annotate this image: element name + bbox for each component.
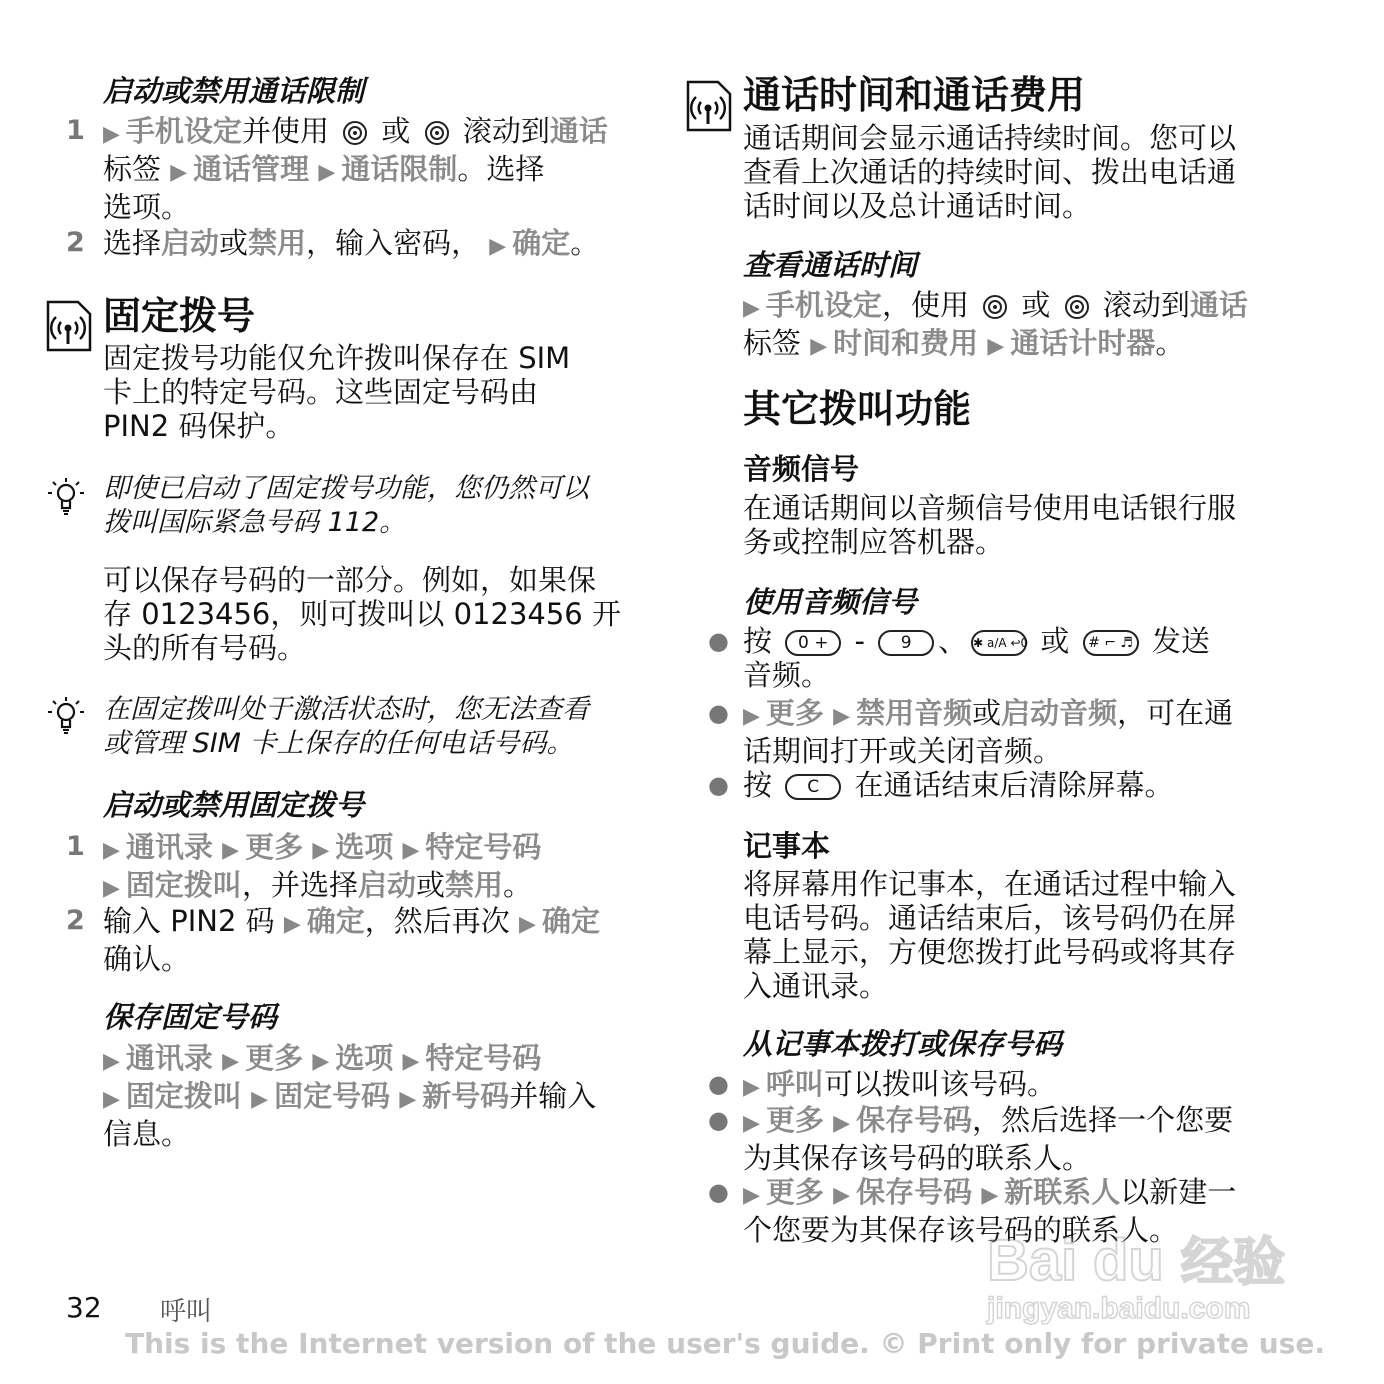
- arrow-icon: ▶: [810, 334, 828, 359]
- menu-more: 更多: [765, 696, 824, 730]
- text: 。: [570, 226, 600, 260]
- bullet: ●: [708, 699, 729, 727]
- bullet: ●: [708, 771, 729, 799]
- text-line: 查看上次通话的持续时间、拨出电话通: [743, 155, 1237, 189]
- text: 或: [219, 226, 249, 260]
- step-2-call-restriction: [103, 226, 599, 264]
- tone-bullet-2: [743, 696, 1233, 768]
- fixed-dialing-description: [103, 341, 570, 443]
- text: 标签: [743, 326, 802, 360]
- menu-call-timer: 通话计时器: [1010, 326, 1156, 360]
- menu-special-numbers: 特定号码: [425, 1041, 542, 1075]
- tip-lightbulb-icon: [44, 474, 88, 518]
- text: 或: [1021, 288, 1051, 322]
- text: 、: [938, 624, 968, 658]
- step-number: 2: [66, 905, 85, 936]
- save-fixed-number-steps: [103, 1041, 596, 1151]
- text-line: 固定拨号功能仅允许拨叫保存在 SIM: [103, 341, 571, 375]
- step-1-fixed-dialing: [103, 830, 541, 906]
- text: 在通话结束后清除屏幕。: [854, 768, 1174, 802]
- option-disable-tones: 禁用音频: [856, 696, 973, 730]
- heading-use-tone-signals: 使用音频信号: [743, 585, 918, 619]
- watermark-brand-2: du: [1093, 1228, 1164, 1293]
- nav-key-icon: [424, 120, 450, 146]
- arrow-icon: ▶: [283, 912, 301, 937]
- text-line: 个您要为其保存该号码的联系人。: [743, 1213, 1179, 1247]
- text-line: 话时间以及总计通话时间。: [743, 189, 1092, 223]
- text: 或: [381, 114, 411, 148]
- option-ok: 确定: [512, 226, 571, 260]
- text: 选择: [103, 226, 162, 260]
- heading-tone-signals: 音频信号: [743, 452, 860, 486]
- text: 。选择: [457, 152, 545, 186]
- arrow-icon: ▶: [402, 1049, 420, 1074]
- key-0-icon: 0 +: [785, 630, 841, 656]
- option-ok: 确定: [306, 904, 365, 938]
- step-1-call-restriction: [103, 114, 608, 224]
- watermark-brand: Bai: [987, 1228, 1078, 1293]
- footer-internet-version-note: This is the Internet version of the user's guide. © Print only for private use.: [125, 1327, 1325, 1360]
- text-line: 电话号码。通话结束后，该号码仍在屏: [743, 901, 1237, 935]
- text: 或: [972, 696, 1002, 730]
- arrow-icon: ▶: [318, 160, 336, 185]
- text: 并输入: [509, 1079, 597, 1113]
- step-number: 2: [66, 227, 85, 258]
- arrow-icon: ▶: [981, 1183, 999, 1208]
- arrow-icon: ▶: [399, 1087, 417, 1112]
- option-enable-tones: 启动音频: [1001, 696, 1118, 730]
- menu-new-number: 新号码: [422, 1079, 510, 1113]
- key-star-icon: ✱ a/A ↩0: [971, 630, 1027, 656]
- menu-more: 更多: [765, 1175, 824, 1209]
- tip-emergency-number: [103, 472, 589, 540]
- tip-lightbulb-icon: [44, 693, 88, 737]
- menu-fixed-dialing: 固定拨叫: [125, 1079, 242, 1113]
- menu-fixed-dialing: 固定拨叫: [125, 868, 242, 902]
- network-service-icon: [686, 80, 732, 132]
- nav-key-icon: [982, 294, 1008, 320]
- text: ，可在通: [1117, 696, 1234, 730]
- arrow-icon: ▶: [743, 1183, 760, 1208]
- text-line: 确认。: [103, 942, 191, 976]
- tone-bullet-1: [743, 624, 1210, 692]
- menu-call-restriction: 通话限制: [341, 152, 458, 186]
- watermark-cn: 经验: [1181, 1233, 1286, 1293]
- dial-bullet-1: [743, 1067, 1056, 1105]
- text: 以新建一: [1120, 1175, 1237, 1209]
- menu-options: 选项: [335, 1041, 394, 1075]
- text-line: 可以保存号码的一部分。例如，如果保: [103, 563, 597, 597]
- heading-other-call-functions: 其它拨叫功能: [743, 387, 972, 431]
- option-call: 呼叫: [765, 1067, 824, 1101]
- text: 按: [743, 624, 773, 658]
- heading-call-time-cost: 通话时间和通话费用: [743, 73, 1086, 117]
- arrow-icon: ▶: [743, 296, 760, 321]
- text: 滚动到: [462, 114, 550, 148]
- notepad-description: [743, 867, 1236, 1003]
- arrow-icon: ▶: [833, 704, 851, 729]
- text: ，然后再次: [364, 904, 510, 938]
- menu-more: 更多: [245, 1041, 304, 1075]
- text-line: 在固定拨叫处于激活状态时，您无法查看: [103, 694, 589, 725]
- menu-contacts: 通讯录: [125, 830, 213, 864]
- menu-calls: 通话: [1189, 288, 1248, 322]
- option-save-number: 保存号码: [856, 1103, 973, 1137]
- arrow-icon: ▶: [103, 1049, 120, 1074]
- text-line: 入通讯录。: [743, 969, 889, 1003]
- option-enable: 启动: [161, 226, 220, 260]
- tip-sim-numbers: [103, 693, 589, 761]
- text: 可以拨叫该号码。: [823, 1067, 1056, 1101]
- text-line: 幕上显示，方便您拨打此号码或将其存: [743, 935, 1237, 969]
- text: 。: [1155, 326, 1185, 360]
- heading-enable-fixed-dialing: 启动或禁用固定拨号: [103, 788, 365, 822]
- network-service-icon: [46, 300, 92, 352]
- arrow-icon: ▶: [743, 1075, 760, 1100]
- bullet: ●: [708, 627, 729, 655]
- dial-bullet-2: [743, 1103, 1233, 1175]
- key-9-icon: 9: [878, 630, 934, 656]
- heading-call-restriction: 启动或禁用通话限制: [103, 74, 365, 108]
- arrow-icon: ▶: [489, 234, 507, 259]
- option-new-contact: 新联系人: [1004, 1175, 1121, 1209]
- text-line: 话期间打开或关闭音频。: [743, 734, 1063, 768]
- text: 或: [415, 868, 445, 902]
- text-line: 头的所有号码。: [103, 631, 307, 665]
- arrow-icon: ▶: [402, 838, 420, 863]
- arrow-icon: ▶: [222, 1049, 240, 1074]
- text: 滚动到: [1102, 288, 1190, 322]
- arrow-icon: ▶: [833, 1183, 851, 1208]
- menu-options: 选项: [335, 830, 394, 864]
- menu-special-numbers: 特定号码: [425, 830, 542, 864]
- menu-call-manage: 通话管理: [193, 152, 310, 186]
- text: 标签: [103, 152, 162, 186]
- text: 。: [503, 868, 533, 902]
- text: ，输入密码，: [306, 226, 481, 260]
- text-line: 存 0123456，则可拨叫以 0123456 开: [103, 597, 621, 631]
- text: 发送: [1151, 624, 1210, 658]
- arrow-icon: ▶: [312, 1049, 330, 1074]
- heading-dial-save-from-notepad: 从记事本拨打或保存号码: [743, 1027, 1063, 1061]
- text: ，使用: [881, 288, 969, 322]
- arrow-icon: ▶: [103, 876, 120, 901]
- option-disable: 禁用: [248, 226, 307, 260]
- arrow-icon: ▶: [833, 1111, 851, 1136]
- arrow-icon: ▶: [743, 704, 760, 729]
- text-line: 为其保存该号码的联系人。: [743, 1141, 1092, 1175]
- text: 选项。: [103, 190, 191, 224]
- text-line: 通话期间会显示通话持续时间。您可以: [743, 121, 1237, 155]
- bullet: ●: [708, 1106, 729, 1134]
- text: 并使用: [241, 114, 329, 148]
- view-call-time-steps: [743, 288, 1248, 364]
- tone-bullet-3: [743, 768, 1173, 802]
- text-line: 务或控制应答机器。: [743, 525, 1005, 559]
- arrow-icon: ▶: [312, 838, 330, 863]
- menu-calls: 通话: [549, 114, 608, 148]
- call-time-description: [743, 121, 1236, 223]
- text: -: [854, 624, 865, 658]
- heading-fixed-dialing: 固定拨号: [103, 294, 256, 338]
- watermark-url: jingyan.baidu.com: [987, 1292, 1251, 1325]
- heading-save-fixed-number: 保存固定号码: [103, 1000, 278, 1034]
- text-line: 拨叫国际紧急号码 112。: [103, 507, 407, 538]
- tone-signals-description: [743, 491, 1236, 559]
- option-disable: 禁用: [444, 868, 503, 902]
- text: ，并选择: [241, 868, 358, 902]
- text: 按: [743, 768, 773, 802]
- menu-phone-settings: 手机设定: [765, 288, 882, 322]
- arrow-icon: ▶: [103, 1087, 120, 1112]
- arrow-icon: ▶: [251, 1087, 269, 1112]
- text-line: 在通话期间以音频信号使用电话银行服: [743, 491, 1237, 525]
- text: ，然后选择一个您要: [972, 1103, 1234, 1137]
- menu-fixed-numbers: 固定号码: [274, 1079, 391, 1113]
- nav-key-icon: [1064, 294, 1090, 320]
- step-2-fixed-dialing: [103, 904, 600, 976]
- text: 或: [1040, 624, 1070, 658]
- menu-more: 更多: [245, 830, 304, 864]
- option-enable: 启动: [357, 868, 416, 902]
- text-line: 音频。: [743, 658, 831, 692]
- footer-section-title: 呼叫: [160, 1297, 213, 1327]
- arrow-icon: ▶: [103, 838, 120, 863]
- baidu-jingyan-watermark: [985, 1210, 1305, 1330]
- partial-number-description: [103, 563, 621, 665]
- text: 输入 PIN2 码: [103, 904, 275, 938]
- text-line: 或管理 SIM 卡上保存的任何电话号码。: [103, 728, 574, 759]
- text-line: 即使已启动了固定拨号功能，您仍然可以: [103, 473, 589, 504]
- arrow-icon: ▶: [222, 838, 240, 863]
- heading-notepad: 记事本: [743, 829, 831, 863]
- menu-more: 更多: [765, 1103, 824, 1137]
- key-c-icon: C: [785, 774, 841, 800]
- arrow-icon: ▶: [743, 1111, 760, 1136]
- menu-phone-settings: 手机设定: [125, 114, 242, 148]
- key-hash-icon: # ⌐ ♬: [1083, 630, 1139, 656]
- option-ok: 确定: [541, 904, 600, 938]
- menu-time-cost: 时间和费用: [833, 326, 979, 360]
- arrow-icon: ▶: [170, 160, 188, 185]
- menu-contacts: 通讯录: [125, 1041, 213, 1075]
- option-save-number: 保存号码: [856, 1175, 973, 1209]
- bullet: ●: [708, 1178, 729, 1206]
- text-line: 卡上的特定号码。这些固定号码由: [103, 375, 539, 409]
- nav-key-icon: [342, 120, 368, 146]
- bullet: ●: [708, 1070, 729, 1098]
- heading-view-call-time: 查看通话时间: [743, 248, 918, 282]
- arrow-icon: ▶: [103, 122, 120, 147]
- step-number: 1: [66, 831, 85, 862]
- step-number: 1: [66, 115, 85, 146]
- text-line: PIN2 码保护。: [103, 409, 295, 443]
- arrow-icon: ▶: [519, 912, 536, 937]
- arrow-icon: ▶: [987, 334, 1005, 359]
- text-line: 信息。: [103, 1117, 191, 1151]
- page-number: 32: [66, 1291, 102, 1324]
- text-line: 将屏幕用作记事本，在通话过程中输入: [743, 867, 1237, 901]
